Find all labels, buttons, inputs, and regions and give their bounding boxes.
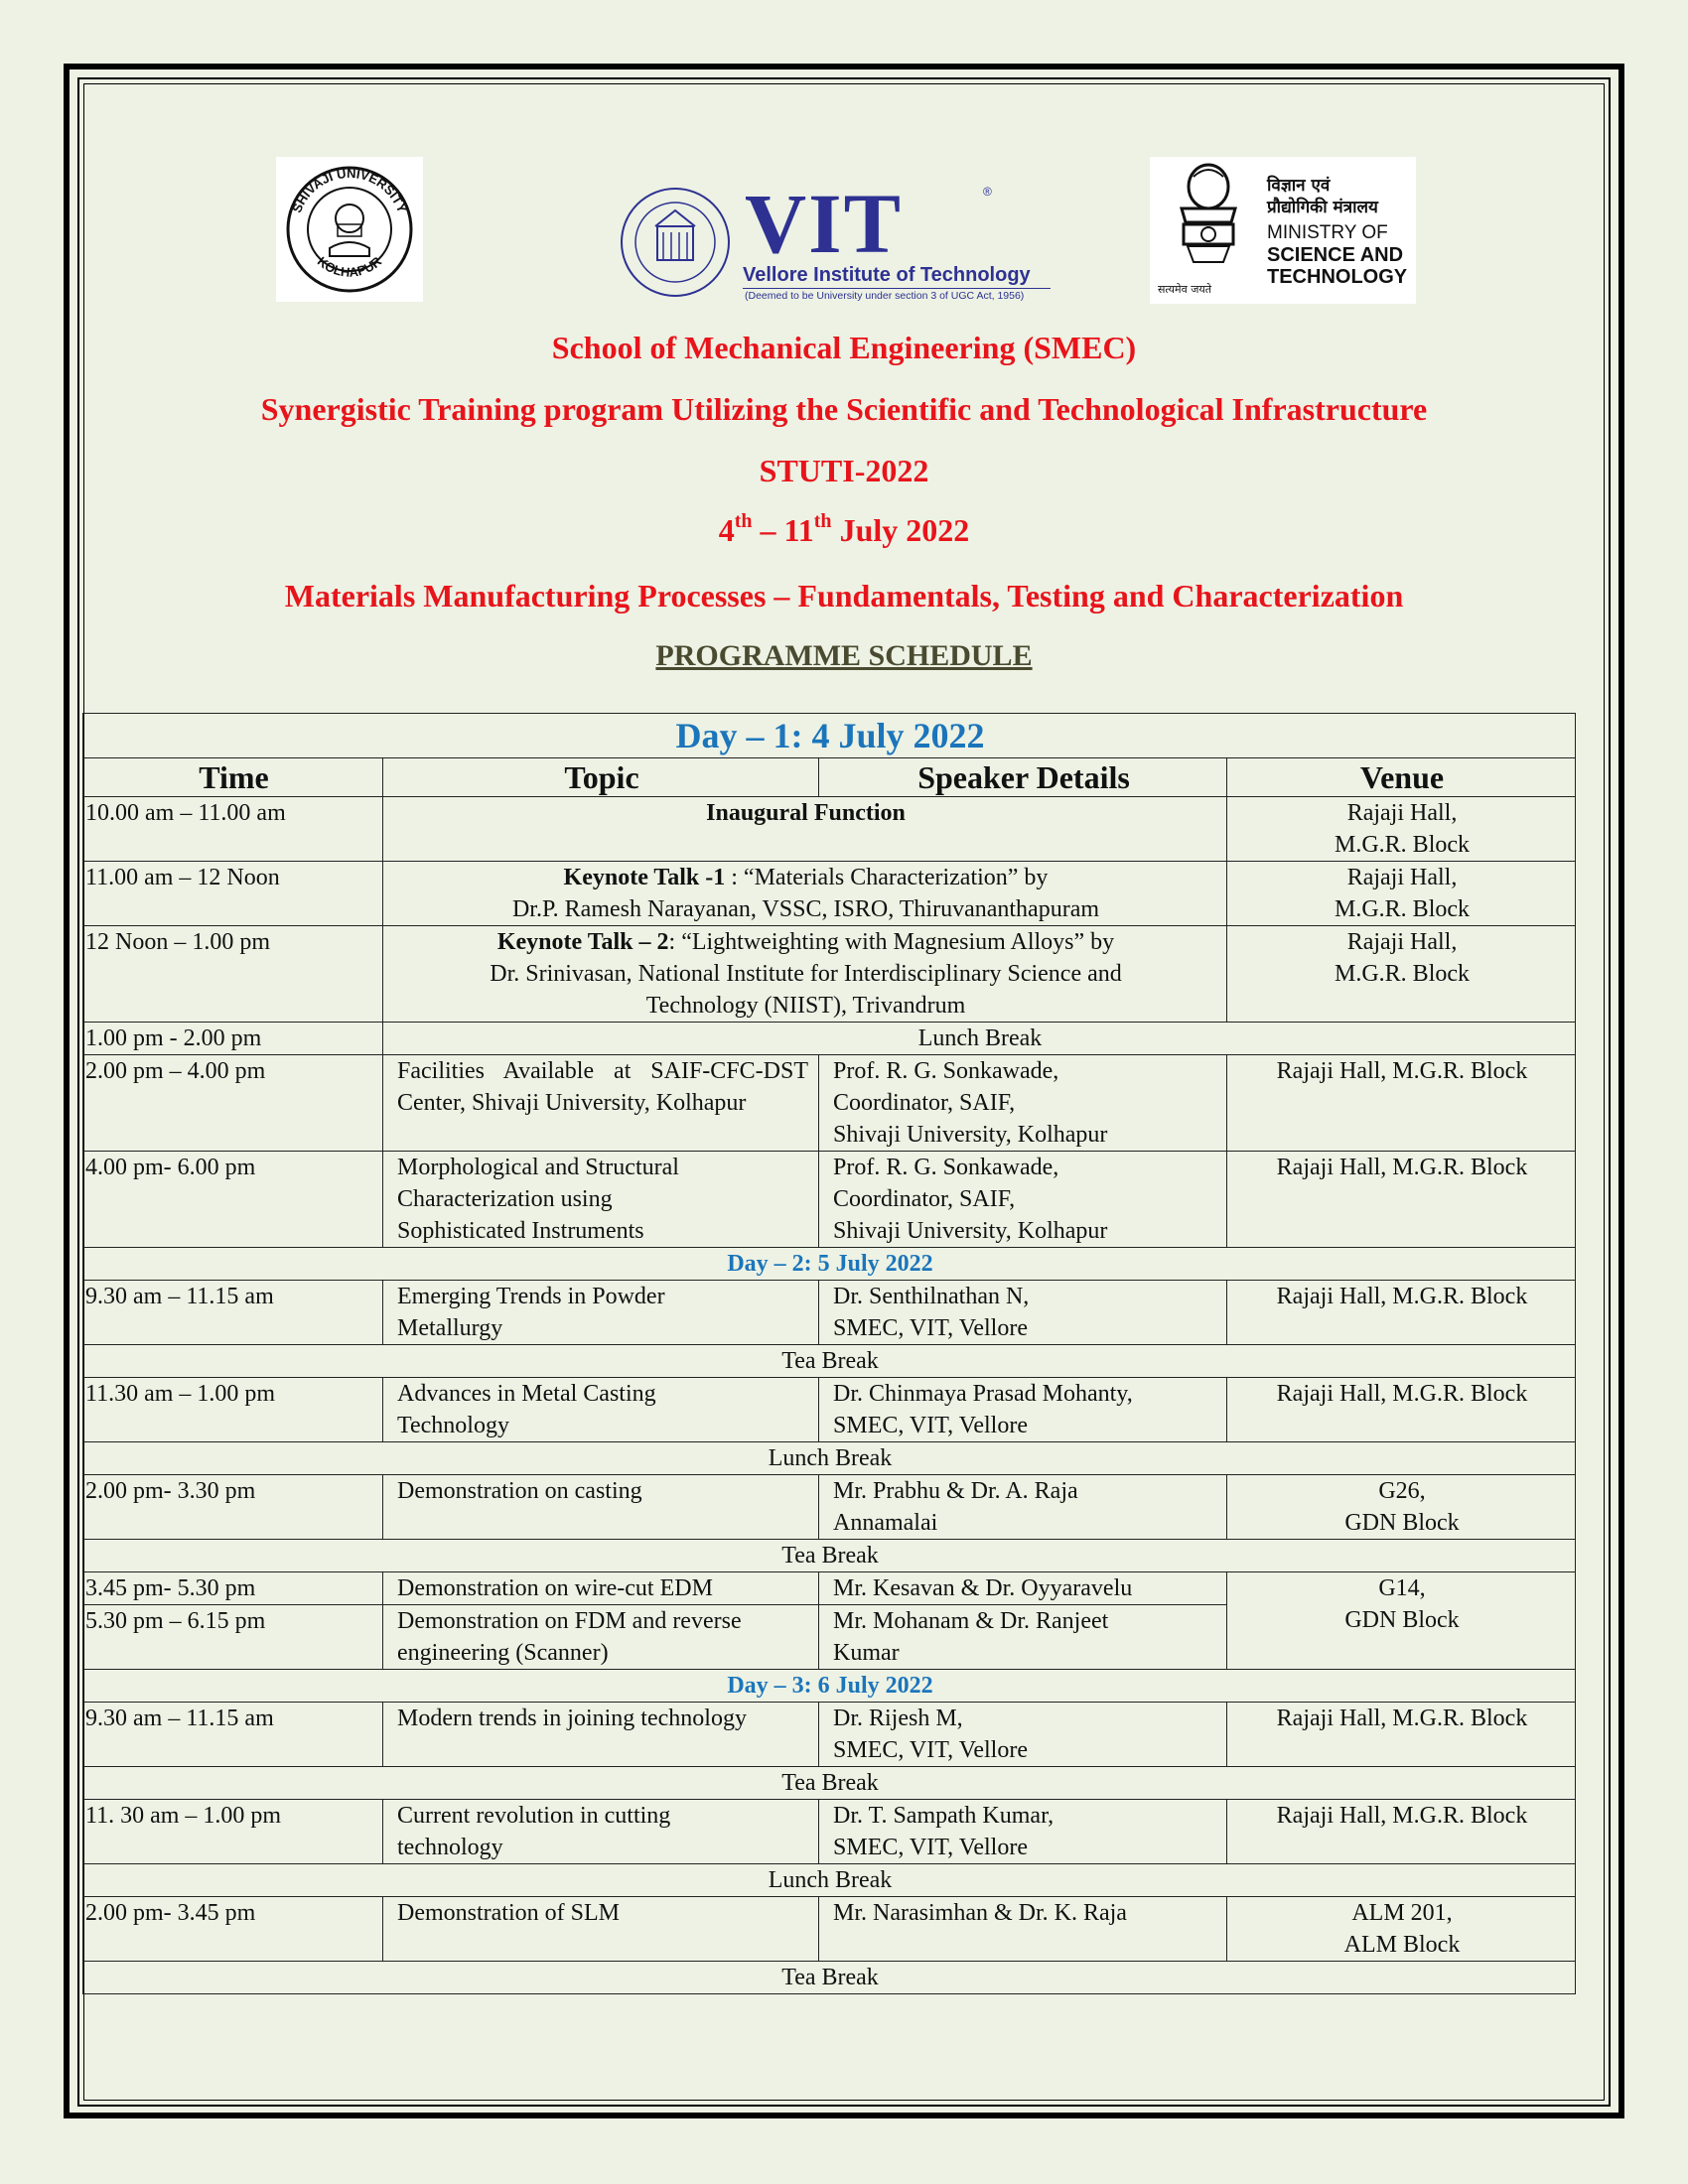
ministry-science-technology-logo xyxy=(1150,157,1416,304)
time-cell: 4.00 pm- 6.00 pm xyxy=(83,1152,383,1248)
vit-logo-subtitle: (Deemed to be University under section 3 of UGC Act, 1956) xyxy=(745,290,1025,302)
column-header-topic: Topic xyxy=(383,758,819,797)
break-cell: Lunch Break xyxy=(383,1023,1576,1055)
speaker-cell: Prof. R. G. Sonkawade, Coordinator, SAIF, Shivaji University, Kolhapur xyxy=(819,1152,1227,1248)
program-dates: 4th – 11th July 2022 xyxy=(718,510,970,548)
venue-cell: G14, GDN Block xyxy=(1227,1572,1576,1670)
time-cell: 5.30 pm – 6.15 pm xyxy=(83,1605,383,1670)
time-cell: 11.00 am – 12 Noon xyxy=(83,862,383,926)
speaker-cell: Mr. Mohanam & Dr. Ranjeet Kumar xyxy=(819,1605,1227,1670)
table-row xyxy=(83,1572,1576,1605)
venue-cell: Rajaji Hall, M.G.R. Block xyxy=(1227,1800,1576,1864)
day-2-header: Day – 2: 5 July 2022 xyxy=(83,1248,1576,1281)
break-row: Lunch Break xyxy=(83,1442,1576,1475)
topic-cell: Demonstration on casting xyxy=(383,1475,819,1540)
svg-text:KOLHAPUR xyxy=(315,253,385,280)
table-row xyxy=(83,862,1576,926)
table-row xyxy=(83,1897,1576,1962)
vit-logo-registered: ® xyxy=(983,185,992,199)
program-heading: Synergistic Training program Utilizing the Scientific and Technological Infrastructure xyxy=(260,391,1428,427)
topic-cell: Advances in Metal Casting Technology xyxy=(383,1378,819,1442)
time-cell: 10.00 am – 11.00 am xyxy=(83,797,383,862)
venue-cell: G26, GDN Block xyxy=(1227,1475,1576,1540)
time-cell: 2.00 pm- 3.45 pm xyxy=(83,1897,383,1962)
shivaji-logo-text-top: SHIVAJI UNIVERSITY xyxy=(289,165,410,215)
day-1-header: Day – 1: 4 July 2022 xyxy=(83,714,1576,758)
speaker-cell: Dr. T. Sampath Kumar, SMEC, VIT, Vellore xyxy=(819,1800,1227,1864)
column-header-speaker: Speaker Details xyxy=(819,758,1227,797)
table-row xyxy=(83,1475,1576,1540)
venue-cell: Rajaji Hall, M.G.R. Block xyxy=(1227,862,1576,926)
schedule-table xyxy=(82,713,1576,1994)
topic-cell: Emerging Trends in Powder Metallurgy xyxy=(383,1281,819,1345)
svg-text:SHIVAJI UNIVERSITY xyxy=(289,166,410,215)
venue-cell: Rajaji Hall, M.G.R. Block xyxy=(1227,926,1576,1023)
topic-cell: Demonstration on FDM and reverse engineering (Scanner) xyxy=(383,1605,819,1670)
venue-cell: Rajaji Hall, M.G.R. Block xyxy=(1227,797,1576,862)
topic-cell: Keynote Talk – 2: “Lightweighting with Magnesium Alloys” by Dr. Srinivasan, National Institute for Interdisciplinary Science and Technology (NIIST), Trivandrum xyxy=(383,926,1227,1023)
time-cell: 2.00 pm – 4.00 pm xyxy=(83,1055,383,1152)
speaker-cell: Prof. R. G. Sonkawade, Coordinator, SAIF, Shivaji University, Kolhapur xyxy=(819,1055,1227,1152)
school-heading: School of Mechanical Engineering (SMEC) xyxy=(551,330,1137,365)
break-row: Tea Break xyxy=(83,1345,1576,1378)
topic-cell: Keynote Talk -1 : “Materials Characterization” by Dr.P. Ramesh Narayanan, VSSC, ISRO, Thiruvananthapuram xyxy=(383,862,1227,926)
time-cell: 11.30 am – 1.00 pm xyxy=(83,1378,383,1442)
shivaji-logo-text-bottom: KOLHAPUR xyxy=(314,253,385,280)
table-row xyxy=(83,1152,1576,1248)
time-cell: 9.30 am – 11.15 am xyxy=(83,1281,383,1345)
program-code: STUTI-2022 xyxy=(759,453,929,488)
topic-cell: Demonstration on wire-cut EDM xyxy=(383,1572,819,1605)
table-row xyxy=(83,1378,1576,1442)
table-row xyxy=(83,1703,1576,1767)
topic-cell: Facilities Available at SAIF-CFC-DST Center, Shivaji University, Kolhapur xyxy=(383,1055,819,1152)
vit-logo-rule xyxy=(743,288,1051,289)
speaker-cell: Dr. Chinmaya Prasad Mohanty, SMEC, VIT, Vellore xyxy=(819,1378,1227,1442)
table-row xyxy=(83,1023,1576,1055)
speaker-cell: Mr. Kesavan & Dr. Oyyaravelu xyxy=(819,1572,1227,1605)
break-row: Tea Break xyxy=(83,1540,1576,1572)
time-cell: 9.30 am – 11.15 am xyxy=(83,1703,383,1767)
topic-cell: Modern trends in joining technology xyxy=(383,1703,819,1767)
venue-cell: Rajaji Hall, M.G.R. Block xyxy=(1227,1281,1576,1345)
table-row xyxy=(83,1800,1576,1864)
ministry-logo-hindi-line1: विज्ञान एवं xyxy=(1267,176,1331,196)
venue-cell: Rajaji Hall, M.G.R. Block xyxy=(1227,1703,1576,1767)
table-row xyxy=(83,1281,1576,1345)
time-cell: 12 Noon – 1.00 pm xyxy=(83,926,383,1023)
speaker-cell: Mr. Prabhu & Dr. A. Raja Annamalai xyxy=(819,1475,1227,1540)
break-row: Tea Break xyxy=(83,1767,1576,1800)
ministry-logo-line2: SCIENCE AND xyxy=(1267,244,1404,266)
column-header-time: Time xyxy=(83,758,383,797)
schedule-title: PROGRAMME SCHEDULE xyxy=(655,639,1033,672)
ministry-logo-hindi-line2: प्रौद्योगिकी मंत्रालय xyxy=(1267,198,1378,217)
time-cell: 3.45 pm- 5.30 pm xyxy=(83,1572,383,1605)
ministry-logo-line1: MINISTRY OF xyxy=(1267,222,1388,243)
ministry-logo-line3: TECHNOLOGY xyxy=(1267,266,1408,288)
venue-cell: ALM 201, ALM Block xyxy=(1227,1897,1576,1962)
time-cell: 1.00 pm - 2.00 pm xyxy=(83,1023,383,1055)
break-row: Lunch Break xyxy=(83,1864,1576,1897)
topic-cell: Current revolution in cutting technology xyxy=(383,1800,819,1864)
speaker-cell: Mr. Narasimhan & Dr. K. Raja xyxy=(819,1897,1227,1962)
speaker-cell: Dr. Senthilnathan N, SMEC, VIT, Vellore xyxy=(819,1281,1227,1345)
vit-logo-name: Vellore Institute of Technology xyxy=(743,264,1031,286)
venue-cell: Rajaji Hall, M.G.R. Block xyxy=(1227,1152,1576,1248)
table-row xyxy=(83,797,1576,862)
topic-cell: Demonstration of SLM xyxy=(383,1897,819,1962)
vit-logo-word: VIT xyxy=(745,176,903,271)
speaker-cell: Dr. Rijesh M, SMEC, VIT, Vellore xyxy=(819,1703,1227,1767)
column-header-venue: Venue xyxy=(1227,758,1576,797)
day-3-header: Day – 3: 6 July 2022 xyxy=(83,1670,1576,1703)
program-theme: Materials Manufacturing Processes – Fundamentals, Testing and Characterization xyxy=(284,578,1404,614)
venue-cell: Rajaji Hall, M.G.R. Block xyxy=(1227,1055,1576,1152)
ministry-logo-motto: सत्यमेव जयते xyxy=(1158,283,1212,296)
topic-cell: Morphological and Structural Characterization using Sophisticated Instruments xyxy=(383,1152,819,1248)
column-headers xyxy=(83,758,1576,797)
table-row xyxy=(83,926,1576,1023)
vit-logo xyxy=(616,176,1053,310)
time-cell: 11. 30 am – 1.00 pm xyxy=(83,1800,383,1864)
time-cell: 2.00 pm- 3.30 pm xyxy=(83,1475,383,1540)
table-row xyxy=(83,1055,1576,1152)
venue-cell: Rajaji Hall, M.G.R. Block xyxy=(1227,1378,1576,1442)
shivaji-university-logo xyxy=(276,157,423,302)
topic-cell: Inaugural Function xyxy=(383,797,1227,862)
break-row: Tea Break xyxy=(83,1962,1576,1994)
